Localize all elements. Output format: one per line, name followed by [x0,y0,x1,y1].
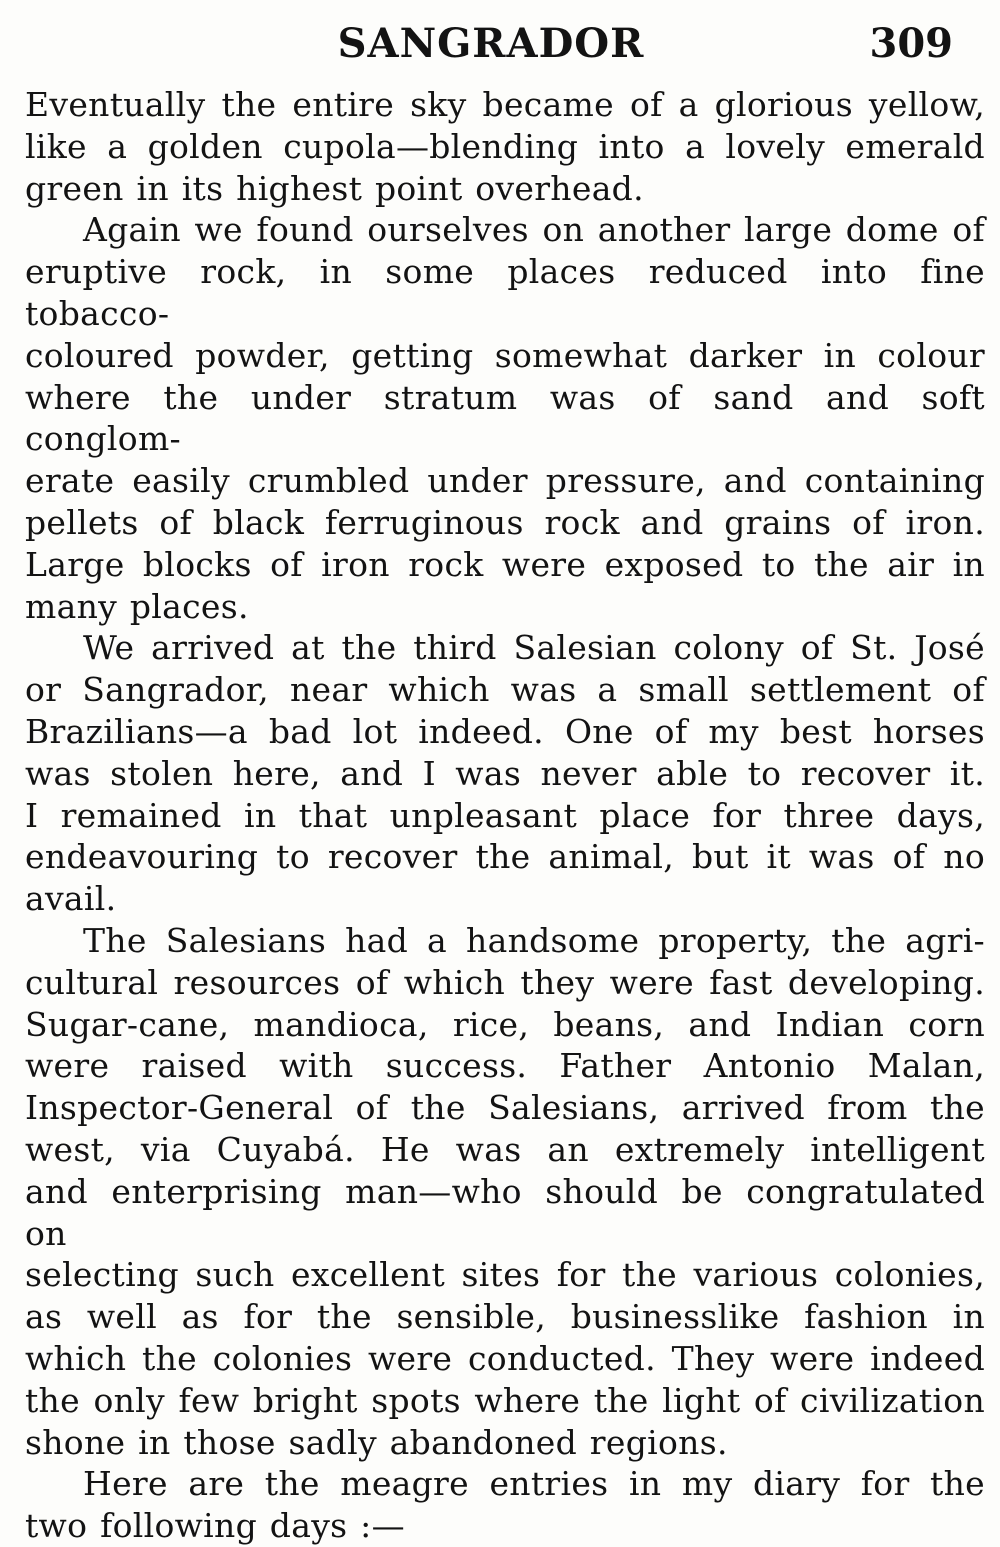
text-line: west, via Cuyabá. He was an extremely intelligent [25,1129,985,1169]
text-line: was stolen here, and I was never able to recover it. [25,753,985,793]
text-line: like a golden cupola—blending into a lovely emerald [25,126,985,166]
text-line: Eventually the entire sky became of a glorious yellow, [25,85,985,124]
text-line: which the colonies were conducted. They were indeed [25,1338,985,1378]
paragraph [25,920,985,1463]
text-line: were raised with success. Father Antonio Malan, [25,1046,985,1086]
text-line: Inspector-General of the Salesians, arrived from the [25,1088,985,1128]
text-line: Brazilians—a bad lot indeed. One of my best horses [25,711,985,751]
text-line: We arrived at the third Salesian colony of St. José [83,628,985,668]
page-number: 309 [869,20,953,67]
text-line: Here are the meagre entries in my diary for the [83,1464,985,1504]
running-title: SANGRADOR [337,20,645,67]
text-line: erate easily crumbled under pressure, and containing [25,461,985,501]
text-line: Sugar-cane, mandioca, rice, beans, and Indian corn [25,1004,985,1044]
text-line: as well as for the sensible, businesslike fashion in [25,1297,985,1337]
text-line: I remained in that unpleasant place for three days, [25,795,985,835]
text-line: green in its highest point overhead. [25,168,644,208]
text-line: Large blocks of iron rock were exposed to the air in [25,544,985,584]
page-body [25,84,985,1547]
text-line: eruptive rock, in some places reduced into fine tobacco- [25,252,985,333]
text-line: shone in those sadly abandoned regions. [25,1422,728,1462]
text-line: coloured powder, getting somewhat darker in colour [25,335,985,375]
text-line: two following days :— [25,1506,405,1546]
page-header [25,20,985,68]
text-line: selecting such excellent sites for the various colonies, [25,1255,985,1295]
text-line: pellets of black ferruginous rock and grains of iron. [25,502,985,542]
text-line: where the under stratum was of sand and soft conglom- [25,377,985,459]
text-line: The Salesians had a handsome property, the agri- [83,920,985,960]
paragraph [25,1463,985,1547]
text-line: and enterprising man—who should be congratulated on [25,1171,985,1253]
paragraph [25,84,985,209]
paragraph [25,209,985,627]
text-line: Again we found ourselves on another large dome of [83,210,985,250]
text-line: endeavouring to recover the animal, but it was of no [25,837,985,877]
text-line: cultural resources of which they were fast developing. [25,962,985,1002]
text-line: many places. [25,586,249,626]
paragraph [25,627,985,920]
text-line: or Sangrador, near which was a small settlement of [25,670,985,710]
text-line: the only few bright spots where the light of civilization [25,1380,985,1420]
text-line: avail. [25,879,117,919]
